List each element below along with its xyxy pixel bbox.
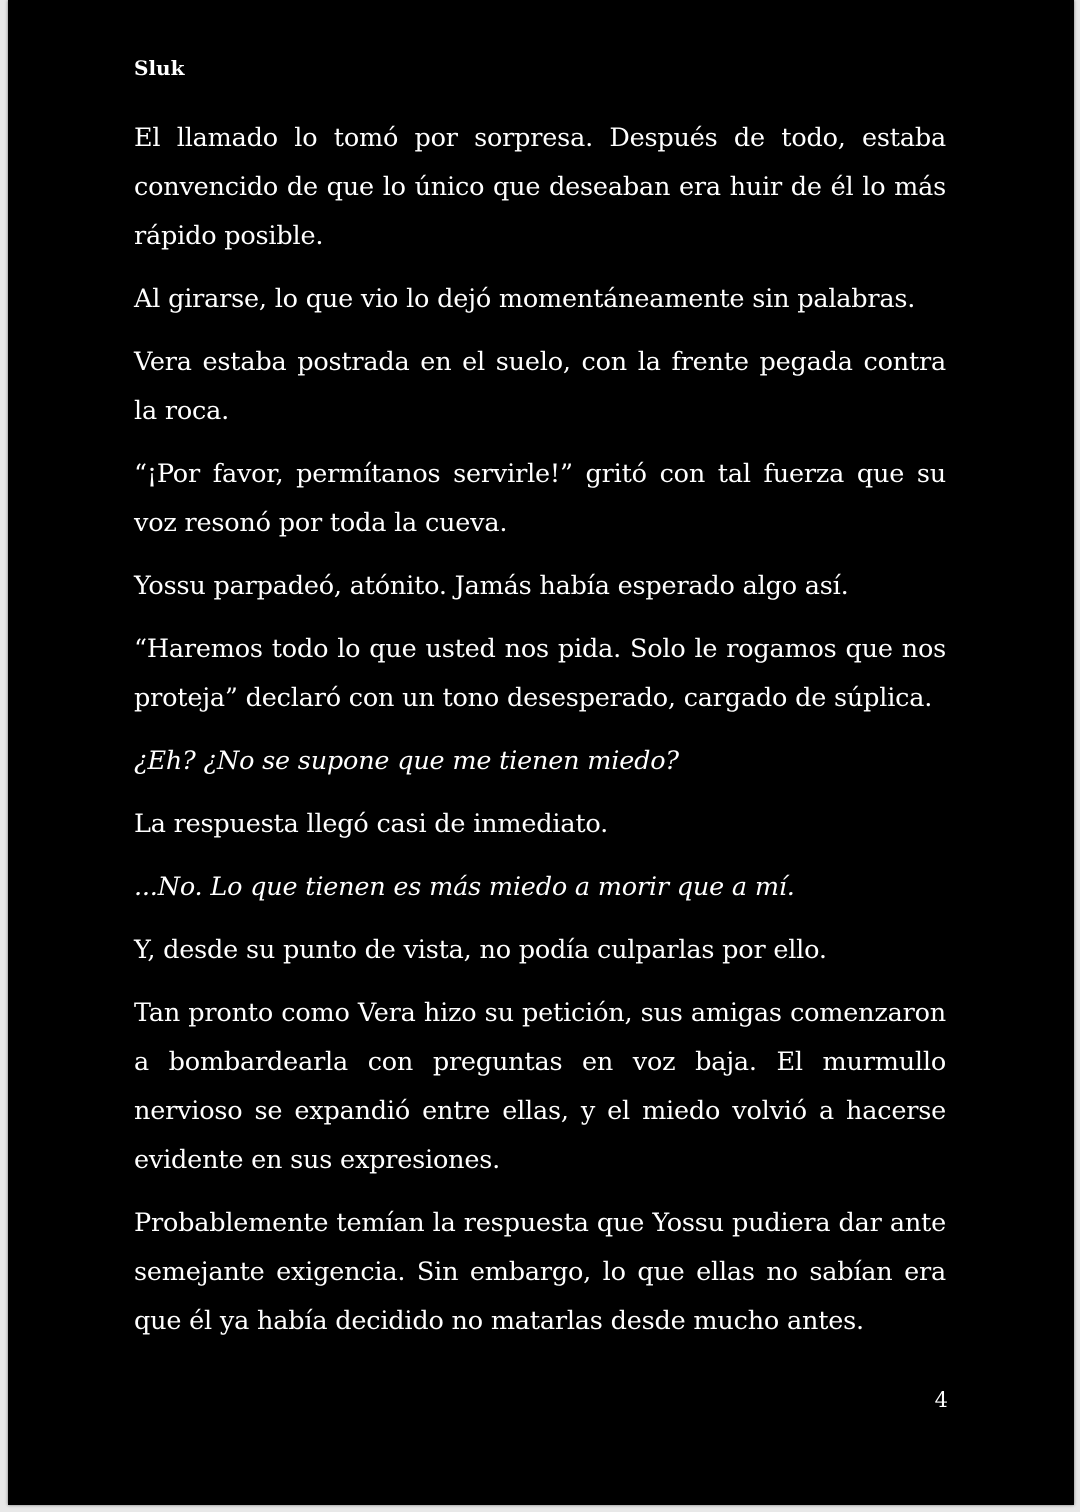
page-number: 4 xyxy=(934,1388,948,1412)
paragraph: “Haremos todo lo que usted nos pida. Solo le rogamos que nos proteja” declaró con un tono desesperado, cargado de súplica. xyxy=(134,634,946,713)
paragraph: Vera estaba postrada en el suelo, con la frente pegada contra la roca. xyxy=(134,347,946,426)
paragraph: Tan pronto como Vera hizo su petición, sus amigas comenzaron a bombardearla con preguntas en voz baja. El murmullo nervioso se expandió entre ellas, y el miedo volvió a hacerse evidente en sus expresiones. xyxy=(134,998,946,1175)
paragraph: Yossu parpadeó, atónito. Jamás había esperado algo así. xyxy=(134,571,849,601)
body-text xyxy=(134,114,946,1360)
paragraph: Probablemente temían la respuesta que Yossu pudiera dar ante semejante exigencia. Sin embargo, lo que ellas no sabían era que él ya había decidido no matarlas desde mucho antes. xyxy=(134,1208,946,1336)
paragraph: El llamado lo tomó por sorpresa. Después de todo, estaba convencido de que lo único que deseaban era huir de él lo más rápido posible. xyxy=(134,123,946,251)
italic-thought-paragraph: ¿Eh? ¿No se supone que me tienen miedo? xyxy=(134,746,679,776)
italic-thought-paragraph: ...No. Lo que tienen es más miedo a morir que a mí. xyxy=(134,872,795,902)
paragraph: “¡Por favor, permítanos servirle!” gritó con tal fuerza que su voz resonó por toda la cueva. xyxy=(134,459,946,538)
paragraph: La respuesta llegó casi de inmediato. xyxy=(134,809,609,839)
paragraph: Y, desde su punto de vista, no podía culparlas por ello. xyxy=(134,935,827,965)
paragraph: Al girarse, lo que vio lo dejó momentáneamente sin palabras. xyxy=(134,284,916,314)
document-page xyxy=(8,0,1074,1505)
running-header-title: Sluk xyxy=(134,56,185,80)
